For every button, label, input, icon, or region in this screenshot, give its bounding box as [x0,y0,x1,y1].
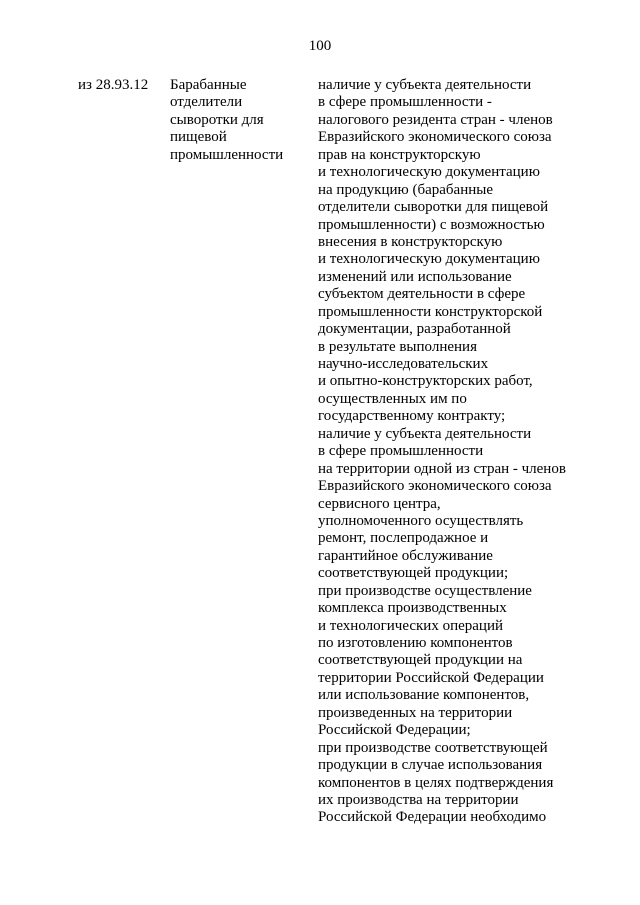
requirement-line: Евразийского экономического союза [318,129,552,146]
product-name-line: промышленности [170,146,284,163]
requirement-line: или использование компонентов, [318,687,530,704]
requirement-line: Российской Федерации; [318,722,471,739]
requirement-line: при производстве осуществление [318,582,532,599]
requirement-line: субъектом деятельности в сфере [318,286,526,303]
requirement-line: компонентов в целях подтверждения [318,774,554,791]
product-name-line: Барабанные [170,77,247,93]
requirement-line: продукции в случае использования [318,757,543,774]
requirement-line: и опытно-конструкторских работ, [318,373,533,390]
requirement-line: гарантийное обслуживание [318,547,493,564]
requirements-cell [318,77,618,827]
requirement-line: по изготовлению компонентов [318,635,513,651]
product-name-line: сыворотки для [170,111,264,128]
requirement-line: научно-исследовательских [318,356,489,372]
requirement-line: сервисного центра, [318,495,441,512]
requirement-line: в сфере промышленности [318,443,484,460]
requirement-line: на продукцию (барабанные [318,181,493,198]
requirement-line: комплекса производственных [318,600,507,617]
requirement-line: ремонт, послепродажное и [318,530,489,547]
requirement-line: произведенных на территории [318,704,513,721]
requirement-line: и технологическую документацию [318,251,540,268]
requirement-line: на территории одной из стран - членов [318,460,566,477]
page-number: 100 [308,38,332,54]
requirement-line: наличие у субъекта деятельности [318,77,532,93]
requirement-line: налогового резидента стран - членов [318,111,553,128]
requirement-line: соответствующей продукции; [318,565,509,582]
product-name-cell [170,77,300,164]
requirement-line: наличие у субъекта деятельности [318,425,532,442]
product-code-cell: из 28.93.12 [78,77,149,93]
requirement-line: уполномоченного осуществлять [318,512,524,529]
requirement-line: государственному контракту; [318,408,506,425]
requirement-line: прав на конструкторскую [318,146,481,163]
requirement-line: территории Российской Федерации [318,669,544,686]
requirement-line: изменений или использование [318,268,512,285]
requirement-line: Российской Федерации необходимо [318,809,547,826]
requirement-line: Евразийского экономического союза [318,478,552,495]
requirement-line: промышленности) с возможностью [318,216,545,233]
requirement-line: и технологических операций [318,617,504,634]
requirement-line: в сфере промышленности - [318,94,492,111]
requirement-line: в результате выполнения [318,338,477,355]
requirement-line: соответствующей продукции на [318,652,523,669]
requirement-line: осуществленных им по [318,390,467,407]
requirement-line: их производства на территории [318,791,519,808]
requirement-line: документации, разработанной [318,321,511,338]
requirement-line: промышленности конструкторской [318,303,543,320]
product-name-line: пищевой [170,129,227,146]
requirement-line: и технологическую документацию [318,164,540,181]
requirement-line: внесения в конструкторскую [318,233,503,250]
requirement-line: отделители сыворотки для пищевой [318,199,549,216]
requirement-line: при производстве соответствующей [318,739,548,756]
product-name-line: отделители [170,94,243,111]
